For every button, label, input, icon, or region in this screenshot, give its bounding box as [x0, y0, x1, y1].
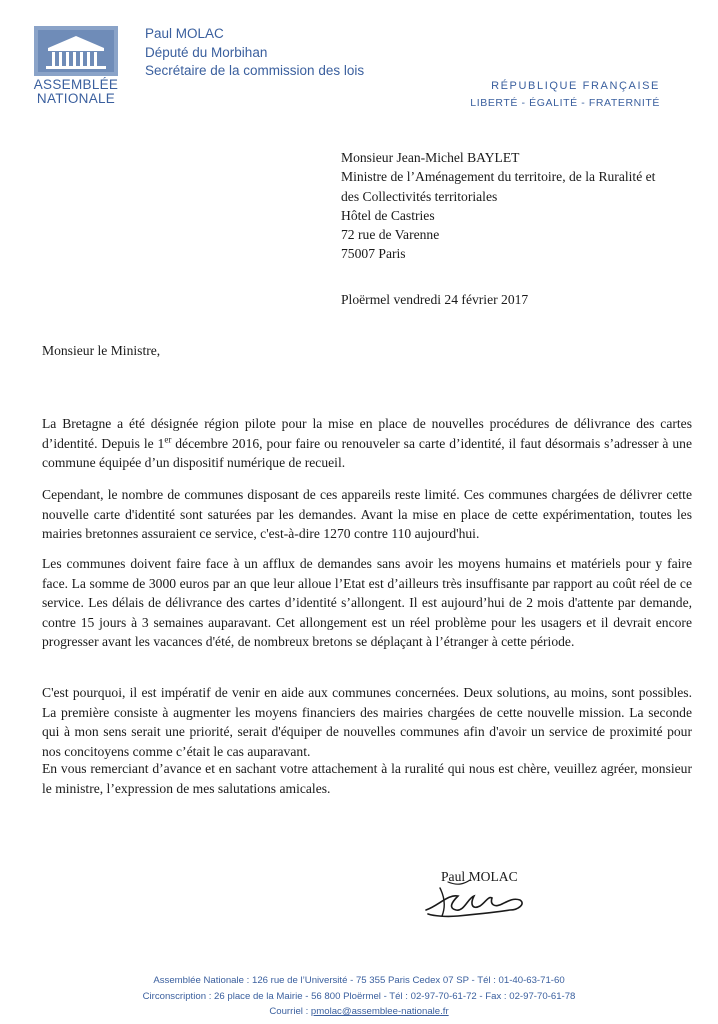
signatory-name: Paul MOLAC — [441, 869, 518, 884]
recipient-line: Ministre de l’Aménagement du territoire, de la Ruralité et — [341, 169, 656, 185]
email-link[interactable]: pmolac@assemblee-nationale.fr — [310, 1006, 449, 1017]
paragraph-text: décembre 2016, pour faire ou renouveler sa carte d’identité, il faut désormais s’adresser à une commune équipée d’un dispositif numérique de recueil. — [42, 435, 692, 471]
salutation: Monsieur le Ministre, — [42, 343, 161, 358]
deputy-role: Secrétaire de la commission des lois — [145, 63, 365, 78]
ordinal-suffix: er — [164, 434, 172, 445]
deputy-name: Paul MOLAC — [145, 26, 224, 41]
recipient-line: Monsieur Jean-Michel BAYLET — [341, 150, 520, 165]
assemblee-building-icon — [34, 26, 118, 76]
logo-text-line2: NATIONALE — [36, 91, 116, 106]
handwritten-signature — [418, 876, 538, 924]
recipient-line: 75007 Paris — [341, 246, 406, 262]
paragraph-text: La Bretagne a été désignée région pilote pour la mise en place de nouvelles procédures de délivrance des cartes d’identité. Depuis le 1 — [42, 416, 692, 451]
email-label: Courriel : — [269, 1006, 311, 1017]
footer — [0, 973, 718, 1020]
recipient-line: des Collectivités territoriales — [341, 188, 498, 204]
body-paragraph-3: Les communes doivent faire face à un afflux de demandes sans avoir les moyens humains et matériels pour y faire face. La somme de 3000 euros par an que leur alloue l’Etat est d’ailleurs très insuffisante par rapport au coût réel de ce service. Les délais de délivrance des cartes d’identité s’allongent. Il est aujourd’hui de 2 mois d'attente par demande, contre 15 jours à 3 semaines auparavant. Cet allongement est un réel problème pour les usagers et il devrait encore progresser avant les vacances d'été, de nombreux bretons se déplaçant à l’étranger à cette période. — [42, 556, 692, 650]
republic-motto: LIBERTÉ - ÉGALITÉ - FRATERNITÉ — [470, 97, 660, 109]
recipient-line: Hôtel de Castries — [341, 207, 435, 223]
place-date: Ploërmel vendredi 24 février 2017 — [341, 292, 529, 307]
deputy-title: Député du Morbihan — [145, 44, 268, 60]
republic-block — [470, 79, 660, 111]
body-paragraph-4: C'est pourquoi, il est impératif de venir en aide aux communes concernées. Deux solutions, au moins, sont possibles. La première consiste à augmenter les moyens financiers des mairies chargées de cette nouvelle mission. La seconde qui à mon sens serait une priorité, serait d'équiper de nouvelles communes afin d'avoir un service de proximité pour nos concitoyens comme c’était le cas auparavant. — [42, 685, 692, 759]
assemblee-nationale-logo — [28, 26, 124, 108]
footer-line-2: Circonscription : 26 place de la Mairie - 56 800 Ploërmel - Tél : 02-97-70-61-72 - Fax : 02-97-70-61-78 — [142, 990, 576, 1002]
recipient-line: 72 rue de Varenne — [341, 227, 440, 243]
recipient-address — [341, 148, 691, 264]
footer-line-1: Assemblée Nationale : 126 rue de l’Université - 75 355 Paris Cedex 07 SP - Tél : 01-40-63-71-60 — [153, 975, 565, 986]
republic-label: RÉPUBLIQUE FRANÇAISE — [491, 80, 660, 92]
body-paragraph-5: En vous remerciant d’avance et en sachant votre attachement à la ruralité qui nous est chère, veuillez agréer, monsieur le ministre, l’expression de mes salutations amicales. — [42, 761, 692, 796]
body-paragraph-1 — [42, 414, 692, 473]
logo-text-line1: ASSEMBLÉE — [33, 77, 119, 92]
body-paragraph-2: Cependant, le nombre de communes disposant de ces appareils reste limité. Ces communes chargées de délivrer cette nouvelle carte d'identité sont saturées par les demandes. Avant la mise en place de cette expérimentation, toutes les mairies bretonnes assuraient ce service, c'est-à-dire 1270 contre 110 aujourd'hui. — [42, 487, 692, 542]
deputy-block — [145, 25, 364, 81]
footer-line-3 — [0, 1004, 718, 1020]
